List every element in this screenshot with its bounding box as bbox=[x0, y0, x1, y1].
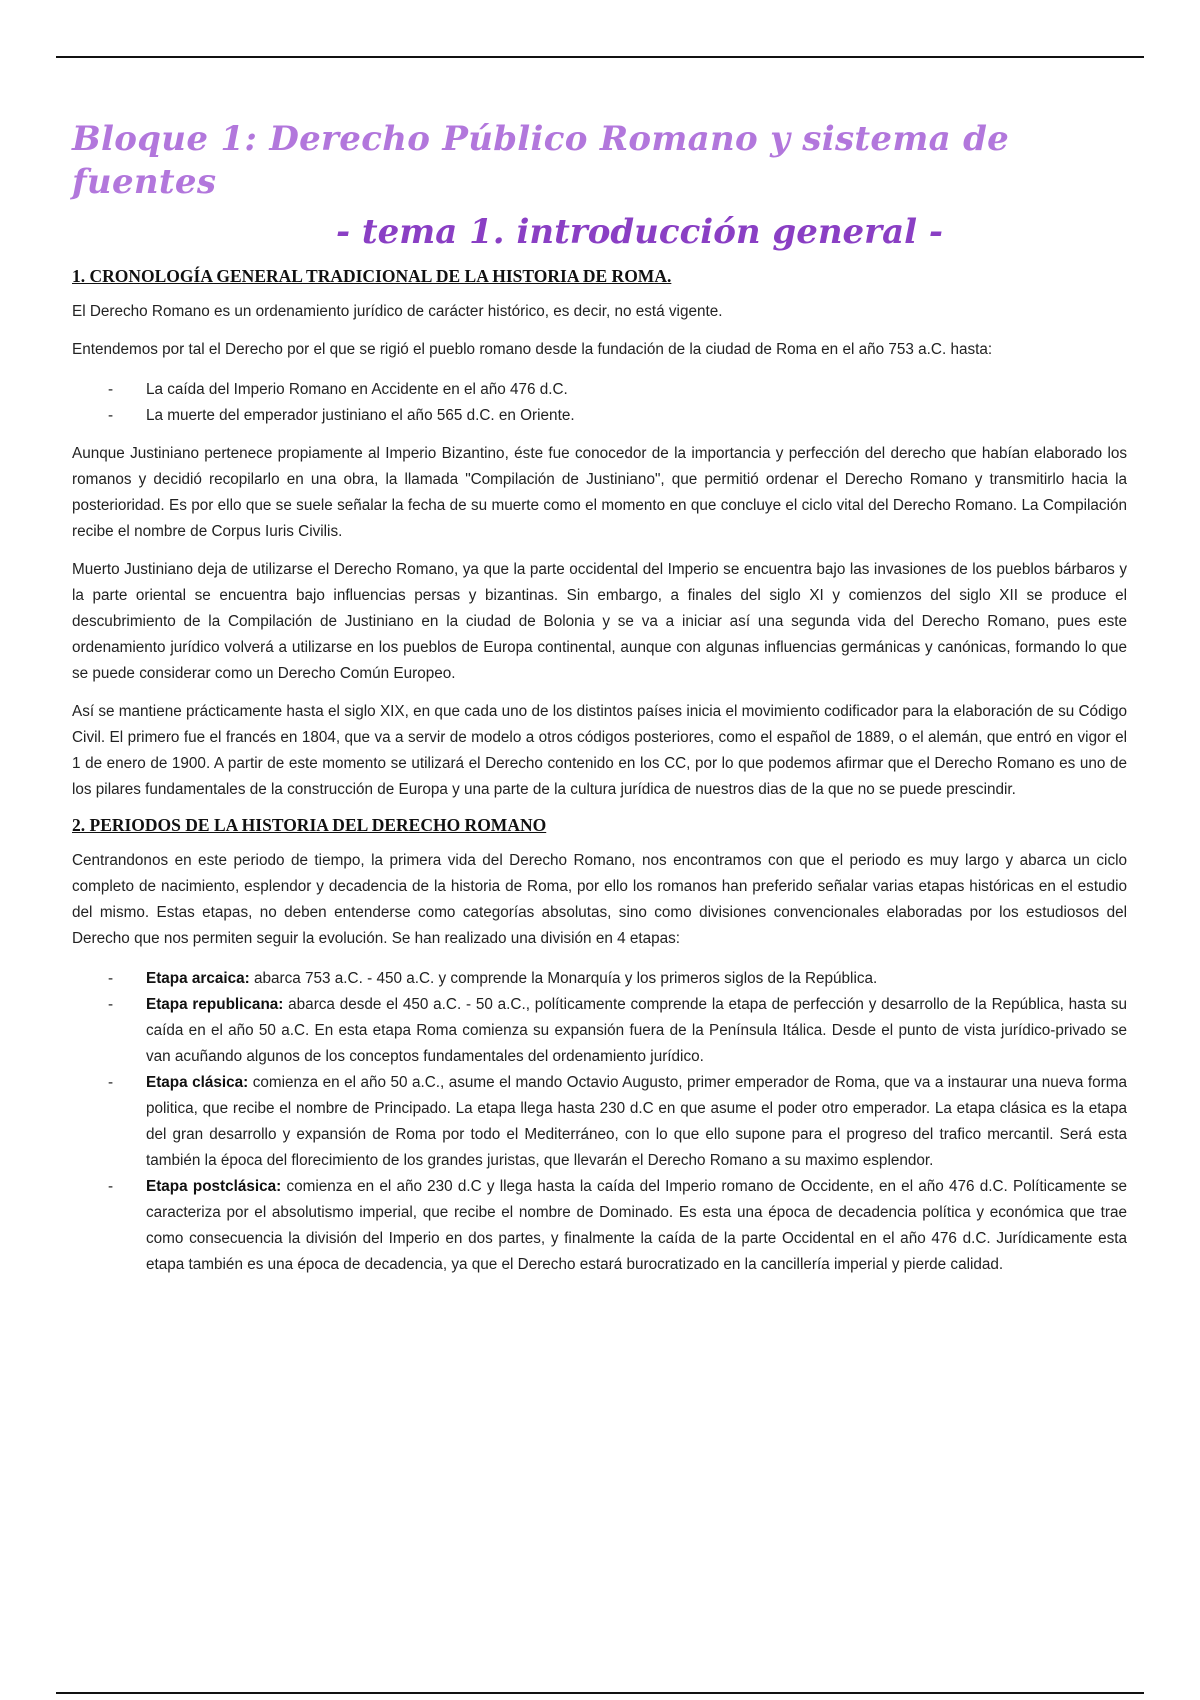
list-marker: - bbox=[108, 969, 114, 987]
list-item bbox=[72, 992, 1127, 1070]
list-marker: - bbox=[108, 1177, 114, 1195]
list-marker: - bbox=[108, 380, 114, 398]
paragraph: Así se mantiene prácticamente hasta el siglo XIX, en que cada uno de los distintos países inicia el movimiento codificador para la elaboración de su Código Civil. El primero fue el francés en 1804, que va a servir de modelo a otros códigos posteriores, como el español de 1889, o el alemán, que entró en vigor el 1 de enero de 1900. A partir de este momento se utilizará el Derecho contenido en los CC, por lo que podemos afirmar que el Derecho Romano es uno de los pilares fundamentales de la construcción de Europa y una parte de la cultura jurídica de nuestros dias de la que no se puede prescindir. bbox=[72, 702, 1127, 798]
section-heading-cronologia: 1. CRONOLOGÍA GENERAL TRADICIONAL DE LA HISTORIA DE ROMA. bbox=[72, 265, 672, 286]
paragraph: Entendemos por tal el Derecho por el que se rigió el pueblo romano desde la fundación de la ciudad de Roma en el año 753 a.C. hasta: bbox=[72, 340, 993, 358]
list-item bbox=[72, 1070, 1127, 1174]
period-label: Etapa arcaica: bbox=[146, 969, 250, 987]
list-marker: - bbox=[108, 995, 114, 1013]
list-item-text: La caída del Imperio Romano en Accidente en el año 476 d.C. bbox=[146, 380, 568, 398]
period-label: Etapa clásica: bbox=[146, 1073, 249, 1091]
paragraph: Centrandonos en este periodo de tiempo, la primera vida del Derecho Romano, nos encontramos con que el periodo es muy largo y abarca un ciclo completo de nacimiento, esplendor y decadencia de la historia de Roma, por ello los romanos han preferido señalar varias etapas históricas en el estudio del mismo. Estas etapas, no deben entenderse como categorías absolutas, sino como divisiones convencionales elaboradas por los estudiosos del Derecho que nos permiten seguir la evolución. Se han realizado una división en 4 etapas: bbox=[72, 851, 1127, 947]
section-heading-periodos: 2. PERIODOS DE LA HISTORIA DEL DERECHO ROMANO bbox=[72, 814, 547, 835]
document-body bbox=[72, 118, 1127, 1290]
period-text: comienza en el año 230 d.C y llega hasta la caída del Imperio romano de Occidente, en el año 476 d.C. Políticamente se caracteriza por el absolutismo imperial, que recibe el nombre de Dominado. Es esta una época de decadencia política y económica que trae como consecuencia la división del Imperio en dos partes, y finalmente la caída de la parte Occidental en el año 476 d.C. Jurídicamente esta etapa también es una época de decadencia, ya que el Derecho estará burocratizado en la cancillería imperial y pierde calidad. bbox=[146, 1177, 1128, 1273]
bottom-rule bbox=[56, 1692, 1144, 1694]
list-item-text: La muerte del emperador justiniano el año 565 d.C. en Oriente. bbox=[146, 406, 575, 424]
list-item bbox=[72, 1174, 1127, 1278]
list-marker: - bbox=[108, 1073, 114, 1091]
end-dates-list bbox=[72, 377, 1127, 429]
document-title: Bloque 1: Derecho Público Romano y sistema de fuentes bbox=[72, 119, 1010, 202]
periods-list bbox=[72, 966, 1127, 1278]
period-text: abarca desde el 450 a.C. - 50 a.C., políticamente comprende la etapa de perfección y desarrollo de la República, hasta su caída en el año 50 a.C. En esta etapa Roma comienza su expansión fuera de la Península Itálica. Desde el punto de vista jurídico-privado se van acuñando algunos de los conceptos fundamentales del ordenamiento jurídico. bbox=[146, 995, 1127, 1065]
period-label: Etapa postclásica: bbox=[146, 1177, 282, 1195]
period-text: abarca 753 a.C. - 450 a.C. y comprende la Monarquía y los primeros siglos de la República. bbox=[249, 969, 878, 987]
period-label: Etapa republicana: bbox=[146, 995, 284, 1013]
list-item bbox=[72, 966, 1127, 992]
list-item bbox=[72, 377, 1127, 403]
document-subtitle: - tema 1. introducción general - bbox=[335, 212, 943, 252]
paragraph: El Derecho Romano es un ordenamiento jurídico de carácter histórico, es decir, no está vigente. bbox=[72, 302, 723, 320]
list-item bbox=[72, 403, 1127, 429]
list-marker: - bbox=[108, 406, 114, 424]
period-text: comienza en el año 50 a.C., asume el mando Octavio Augusto, primer emperador de Roma, que va a instaurar una nueva forma politica, que recibe el nombre de Principado. La etapa llega hasta 230 d.C en que asume el poder otro emperador. La etapa clásica es la etapa del gran desarrollo y expansión de Roma por todo el Mediterráneo, con lo que ello supone para el progreso del trafico mercantil. Será esta también la época del florecimiento de los grandes juristas, que llevarán el Derecho Romano a su maximo esplendor. bbox=[146, 1073, 1127, 1169]
paragraph: Aunque Justiniano pertenece propiamente al Imperio Bizantino, éste fue conocedor de la importancia y perfección del derecho que habían elaborado los romanos y decidió recopilarlo en una obra, la llamada "Compilación de Justiniano", que permitió ordenar el Derecho Romano y transmitirlo hacia la posterioridad. Es por ello que se suele señalar la fecha de su muerte como el momento en que concluye el ciclo vital del Derecho Romano. La Compilación recibe el nombre de Corpus Iuris Civilis. bbox=[72, 444, 1127, 540]
top-rule bbox=[56, 56, 1144, 58]
paragraph: Muerto Justiniano deja de utilizarse el Derecho Romano, ya que la parte occidental del Imperio se encuentra bajo las invasiones de los pueblos bárbaros y la parte oriental se encuentra bajo influencias persas y bizantinas. Sin embargo, a finales del siglo XI y comienzos del siglo XII se produce el descubrimiento de la Compilación de Justiniano en la ciudad de Bolonia y se va a iniciar así una segunda vida del Derecho Romano, pues este ordenamiento jurídico volverá a utilizarse en los pueblos de Europa continental, aunque con algunas influencias germánicas y canónicas, formando lo que se puede considerar como un Derecho Común Europeo. bbox=[72, 560, 1127, 682]
